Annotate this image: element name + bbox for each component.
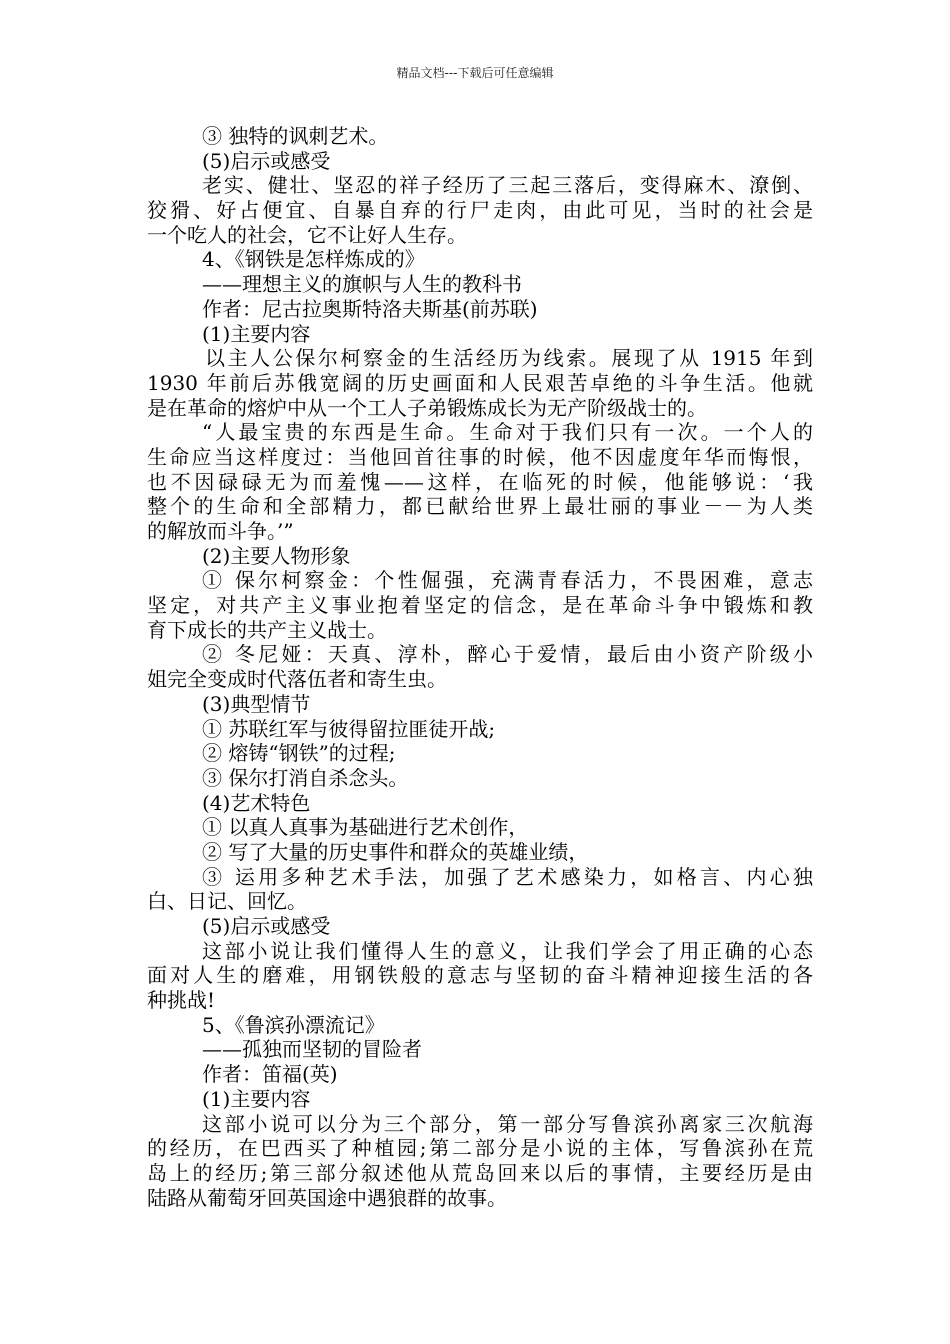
text-line: 的解放而斗争。’” [147, 519, 294, 543]
text-line: ① 苏联红军与彼得留拉匪徒开战; [202, 716, 496, 741]
text-line: (5)启示或感受 [202, 148, 331, 173]
text-line: 老实、健壮、坚忍的祥子经历了三起三落后，变得麻木、潦倒、 [202, 173, 813, 198]
text-line: (2)主要人物形象 [202, 543, 351, 568]
text-line: 面对人生的磨难，用钢铁般的意志与坚韧的奋斗精神迎接生活的各 [147, 963, 813, 988]
text-line: ① 以真人真事为基础进行艺术创作， [202, 815, 529, 840]
text-line: 以主人公保尔柯察金的生活经历为线索。展现了从 1915 年到 [205, 346, 813, 371]
text-line: ② 冬尼娅：天真、淳朴，醉心于爱情，最后由小资产阶级小 [202, 642, 813, 667]
text-line: 1930 年前后苏俄宽阔的历史画面和人民艰苦卓绝的斗争生活。他就 [147, 370, 813, 395]
text-line: ① 保尔柯察金：个性倔强，充满青春活力，不畏困难，意志 [202, 568, 813, 593]
text-line: ③ 运用多种艺术手法，加强了艺术感染力，如格言、内心独 [202, 864, 813, 889]
text-line: 一个吃人的社会，它不让好人生存。 [147, 222, 467, 247]
text-line: 4、《钢铁是怎样炼成的》 [202, 247, 425, 272]
text-line: ③ 保尔打消自杀念头。 [202, 765, 409, 790]
text-line: 的经历，在巴西买了种植园;第二部分是小说的主体，写鲁滨孙在荒 [147, 1136, 813, 1161]
text-line: 坚定，对共产主义事业抱着坚定的信念，是在革命斗争中锻炼和教 [147, 593, 813, 618]
text-line: (1)主要内容 [202, 1086, 311, 1111]
text-line: ② 熔铸“钢铁”的过程; [202, 741, 396, 766]
text-line: 狡猾、好占便宜、自暴自弃的行尸走肉，由此可见，当时的社会是 [147, 198, 813, 223]
text-line: 整个的生命和全部精力，都已献给世界上最壮丽的事业－－为人类 [147, 494, 813, 519]
text-line: 白、日记、回忆。 [147, 889, 307, 914]
text-line: 生命应当这样度过：当他回首往事的时候，他不因虚度年华而悔恨， [147, 444, 813, 469]
text-line: ② 写了大量的历史事件和群众的英雄业绩， [202, 839, 589, 864]
text-line: 陆路从葡萄牙回英国途中遇狼群的故事。 [147, 1185, 507, 1210]
text-line: ③ 独特的讽刺艺术。 [202, 124, 389, 148]
text-line: 这部小说可以分为三个部分，第一部分写鲁滨孙离家三次航海 [202, 1111, 813, 1136]
text-line: ——孤独而坚韧的冒险者 [202, 1037, 422, 1062]
page-header: 精品文档---下载后可任意编辑 [396, 66, 554, 80]
text-line: 种挑战! [147, 988, 216, 1013]
text-line: (4)艺术特色 [202, 790, 311, 815]
text-line: 是在革命的熔炉中从一个工人子弟锻炼成长为无产阶级战士的。 [147, 395, 707, 420]
text-line: ——理想主义的旗帜与人生的教科书 [202, 272, 522, 297]
text-line: 作者：尼古拉奥斯特洛夫斯基(前苏联) [202, 296, 538, 321]
text-line: 这部小说让我们懂得人生的意义，让我们学会了用正确的心态 [202, 938, 813, 963]
text-line: “人最宝贵的东西是生命。生命对于我们只有一次。一个人的 [202, 420, 813, 445]
text-line: 姐完全变成时代落伍者和寄生虫。 [147, 667, 447, 692]
text-line: 作者：笛福(英) [202, 1062, 338, 1087]
text-line: (1)主要内容 [202, 321, 311, 346]
text-line: (5)启示或感受 [202, 914, 331, 938]
text-line: 育下成长的共产主义战士。 [147, 617, 387, 642]
text-line: (3)典型情节 [202, 691, 311, 716]
text-line: 岛上的经历;第三部分叙述他从荒岛回来以后的事情，主要经历是由 [147, 1160, 813, 1185]
text-line: 也不因碌碌无为而羞愧——这样，在临死的时候，他能够说：‘我 [147, 469, 813, 494]
text-line: 5、《鲁滨孙漂流记》 [202, 1012, 385, 1037]
document-body [147, 124, 813, 1210]
